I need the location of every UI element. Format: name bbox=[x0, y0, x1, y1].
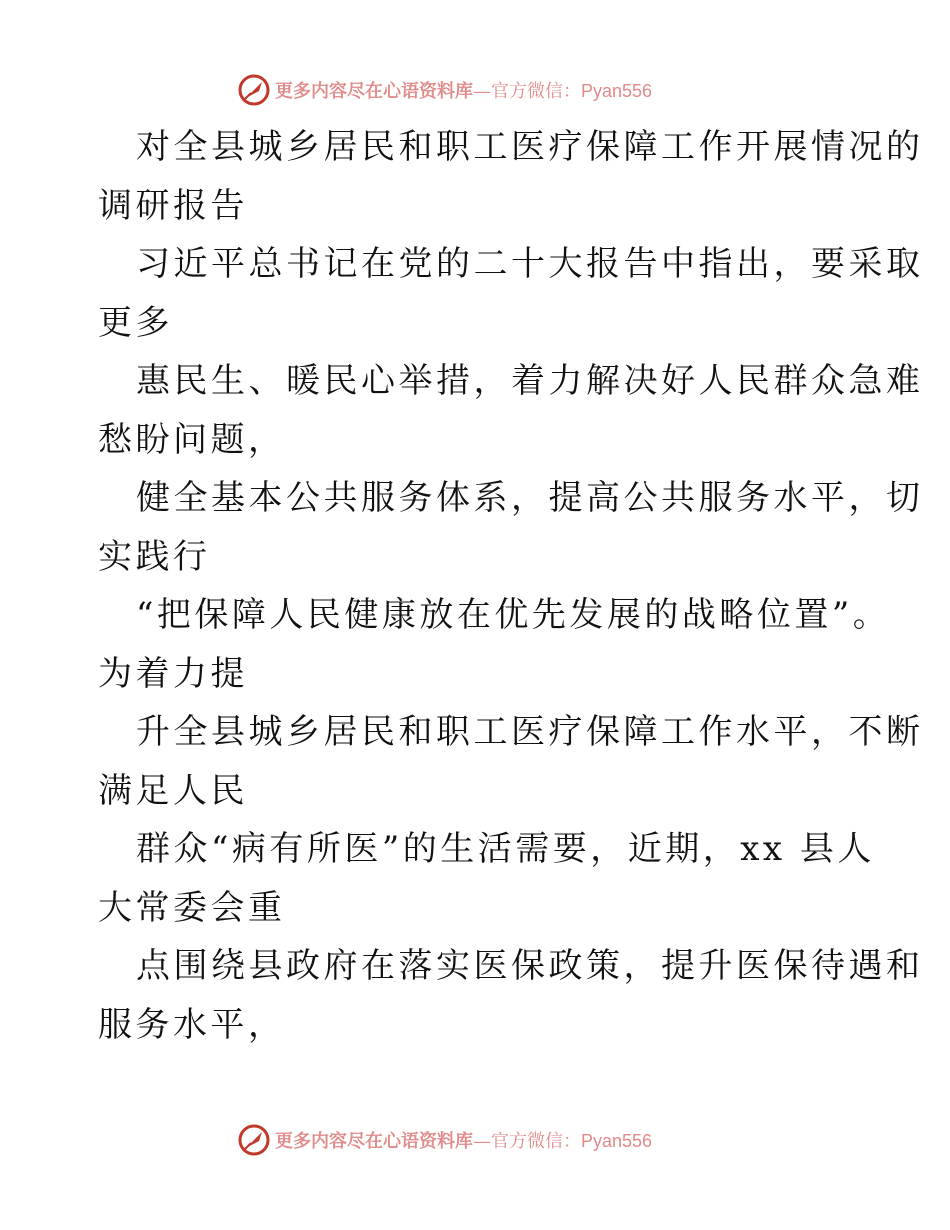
feather-logo-icon bbox=[237, 73, 271, 107]
text-line: 升全县城乡居民和职工医疗保障工作水平，不断 bbox=[136, 712, 924, 752]
watermark-wechat-label: 官方微信： bbox=[491, 1131, 581, 1152]
text-line: 大常委会重 bbox=[98, 887, 286, 928]
text-line: 习近平总书记在党的二十大报告中指出，要采取 bbox=[136, 244, 924, 284]
text-line: 对全县城乡居民和职工医疗保障工作开展情况的 bbox=[136, 127, 924, 167]
text-line: 更多 bbox=[98, 302, 173, 343]
text-line: 点围绕县政府在落实医保政策，提升医保待遇和 bbox=[136, 946, 924, 986]
watermark-wechat-id: Pyan556 bbox=[581, 81, 653, 101]
watermark-text bbox=[275, 77, 652, 103]
text-line: 满足人民 bbox=[98, 770, 248, 811]
watermark-text bbox=[275, 1127, 652, 1153]
watermark-header bbox=[237, 72, 717, 108]
text-line: 健全基本公共服务体系，提高公共服务水平，切 bbox=[136, 478, 924, 518]
text-line: 服务水平， bbox=[98, 1004, 286, 1045]
text-line: “把保障人民健康放在优先发展的战略位置”。 bbox=[136, 595, 891, 635]
watermark-site: 更多内容尽在心语资料库 bbox=[275, 81, 473, 102]
text-line: 为着力提 bbox=[98, 653, 248, 694]
document-body bbox=[98, 118, 924, 1054]
text-line: 惠民生、暖民心举措，着力解决好人民群众急难 bbox=[136, 361, 924, 401]
watermark-separator: — bbox=[473, 1131, 491, 1152]
text-line: 实践行 bbox=[98, 536, 211, 577]
watermark-separator: — bbox=[473, 81, 491, 102]
text-line: 愁盼问题， bbox=[98, 419, 286, 460]
text-line: 群众“病有所医”的生活需要，近期，xx 县人 bbox=[136, 829, 875, 869]
text-line: 调研报告 bbox=[98, 185, 248, 226]
watermark-site: 更多内容尽在心语资料库 bbox=[275, 1131, 473, 1152]
watermark-wechat-id: Pyan556 bbox=[581, 1131, 653, 1151]
watermark-wechat-label: 官方微信： bbox=[491, 81, 581, 102]
feather-logo-icon bbox=[237, 1123, 271, 1157]
watermark-footer bbox=[237, 1122, 717, 1158]
